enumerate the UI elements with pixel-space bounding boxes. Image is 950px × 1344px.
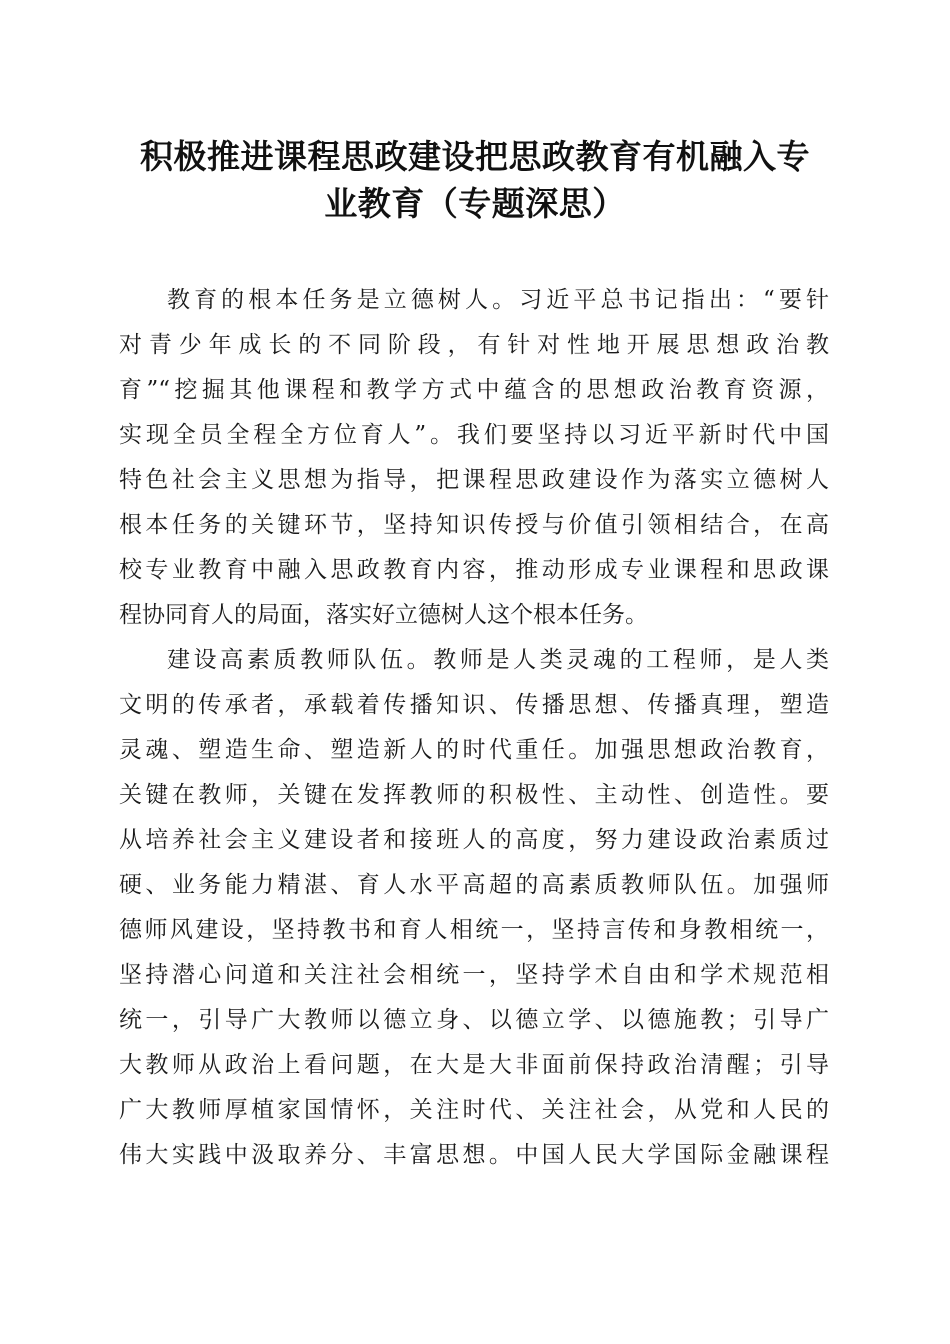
paragraph-line: 统一，引导广大教师以德立身、以德立学、以德施教；引导广 <box>119 1007 829 1033</box>
paragraph-line: 德师风建设，坚持教书和育人相统一，坚持言传和身教相统一， <box>119 917 829 943</box>
paragraph-line: 教育的根本任务是立德树人。习近平总书记指出：“要针 <box>167 287 829 313</box>
paragraph-line: 实现全员全程全方位育人”。我们要坚持以习近平新时代中国 <box>119 422 829 448</box>
paragraph-line: 坚持潜心问道和关注社会相统一，坚持学术自由和学术规范相 <box>119 962 829 988</box>
paragraph-line: 对青少年成长的不同阶段，有针对性地开展思想政治教 <box>119 332 829 358</box>
paragraph-line: 灵魂、塑造生命、塑造新人的时代重任。加强思想政治教育， <box>119 737 829 763</box>
paragraph-line: 程协同育人的局面，落实好立德树人这个根本任务。 <box>119 602 648 628</box>
paragraph-line: 育”“挖掘其他课程和教学方式中蕴含的思想政治教育资源， <box>119 377 829 403</box>
document-body <box>119 278 829 1178</box>
paragraph-line: 校专业教育中融入思政教育内容，推动形成专业课程和思政课 <box>119 557 829 583</box>
paragraph-2 <box>119 638 829 1178</box>
title-line-1: 积极推进课程思政建设把思政教育有机融入专 <box>140 137 810 176</box>
paragraph-line: 根本任务的关键环节，坚持知识传授与价值引领相结合，在高 <box>119 512 829 538</box>
paragraph-line: 大教师从政治上看问题，在大是大非面前保持政治清醒；引导 <box>119 1052 829 1078</box>
paragraph-line: 硬、业务能力精湛、育人水平高超的高素质教师队伍。加强师 <box>119 872 829 898</box>
document-title <box>100 133 850 227</box>
paragraph-line: 关键在教师，关键在发挥教师的积极性、主动性、创造性。要 <box>119 782 829 808</box>
paragraph-line: 伟大实践中汲取养分、丰富思想。中国人民大学国际金融课程 <box>119 1142 829 1168</box>
paragraph-line: 广大教师厚植家国情怀，关注时代、关注社会，从党和人民的 <box>119 1097 829 1123</box>
title-line-2: 业教育（专题深思） <box>324 184 626 223</box>
paragraph-1 <box>119 278 829 638</box>
paragraph-line: 特色社会主义思想为指导，把课程思政建设作为落实立德树人 <box>119 467 829 493</box>
paragraph-line: 建设高素质教师队伍。教师是人类灵魂的工程师，是人类 <box>167 647 829 673</box>
paragraph-line: 从培养社会主义建设者和接班人的高度，努力建设政治素质过 <box>119 827 829 853</box>
paragraph-line: 文明的传承者，承载着传播知识、传播思想、传播真理，塑造 <box>119 692 829 718</box>
